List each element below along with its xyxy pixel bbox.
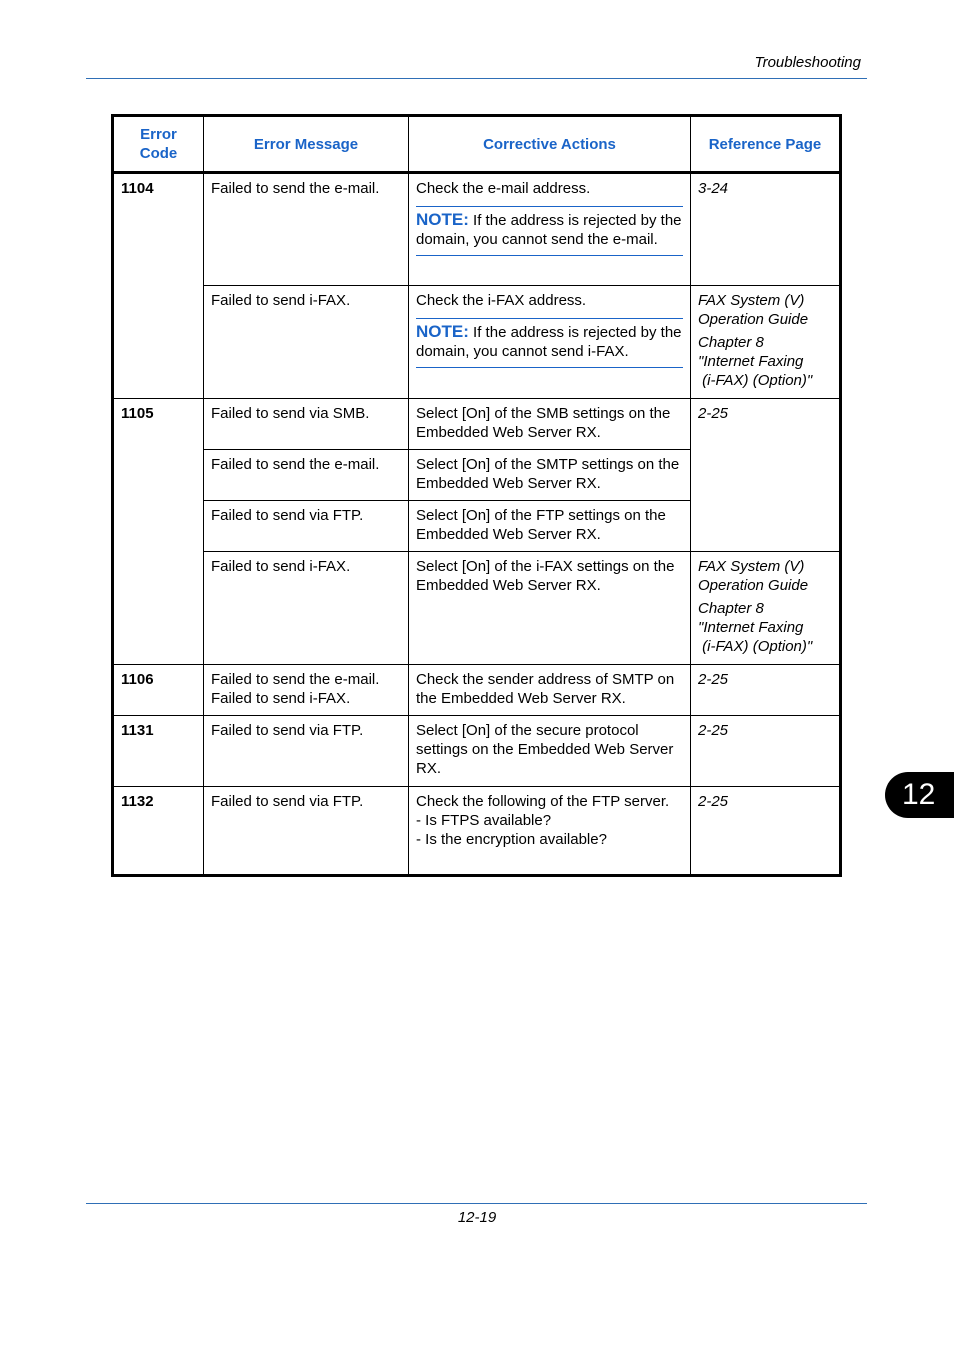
- table-row: [113, 716, 841, 787]
- reference-page: FAX System (V) Operation Guide Chapter 8 "Internet Faxing (i-FAX) (Option)": [691, 552, 841, 665]
- header-rule: [86, 78, 867, 79]
- header-corrective-actions: Corrective Actions: [409, 116, 691, 173]
- error-message: Failed to send i-FAX.: [204, 552, 409, 665]
- corrective-action: Check the i-FAX address. NOTE: If the address is rejected by the domain, you cannot send i-FAX.: [409, 286, 691, 399]
- corrective-action: Check the sender address of SMTP on the Embedded Web Server RX.: [409, 665, 691, 716]
- reference-page: 2-25: [691, 716, 841, 787]
- error-message: Failed to send i-FAX.: [204, 286, 409, 399]
- error-code: 1105: [113, 399, 204, 665]
- reference-page: 2-25: [691, 665, 841, 716]
- corrective-action: Select [On] of the secure protocol settings on the Embedded Web Server RX.: [409, 716, 691, 787]
- note-text: If the address is rejected by the domain, you cannot send the e-mail.: [416, 212, 682, 248]
- table-header-row: [113, 116, 841, 173]
- table-row: [113, 286, 841, 399]
- note-label: NOTE:: [416, 210, 469, 229]
- error-message: Failed to send via FTP.: [204, 787, 409, 876]
- error-message: Failed to send the e-mail. Failed to send i-FAX.: [204, 665, 409, 716]
- error-code-table: [111, 114, 842, 877]
- note-box: [416, 318, 683, 368]
- error-code: 1132: [113, 787, 204, 876]
- reference-page: 2-25: [691, 399, 841, 552]
- note-label: NOTE:: [416, 322, 469, 341]
- reference-page: 2-25: [691, 787, 841, 876]
- table-row: [113, 787, 841, 876]
- error-message: Failed to send the e-mail.: [204, 173, 409, 286]
- corrective-action: Select [On] of the SMTP settings on the Embedded Web Server RX.: [409, 450, 691, 501]
- reference-page: FAX System (V) Operation Guide Chapter 8 "Internet Faxing (i-FAX) (Option)": [691, 286, 841, 399]
- error-message: Failed to send via SMB.: [204, 399, 409, 450]
- table-row: [113, 399, 841, 450]
- reference-page: 3-24: [691, 173, 841, 286]
- table-row: [113, 552, 841, 665]
- corrective-action: Check the e-mail address. NOTE: If the address is rejected by the domain, you cannot send the e-mail.: [409, 173, 691, 286]
- table-row: [113, 173, 841, 286]
- error-code: 1106: [113, 665, 204, 716]
- error-code: 1104: [113, 173, 204, 399]
- error-code: 1131: [113, 716, 204, 787]
- footer-rule: [86, 1203, 867, 1204]
- chapter-tab: 12: [885, 772, 954, 818]
- running-header: Troubleshooting: [754, 54, 861, 71]
- corrective-action: Select [On] of the i-FAX settings on the Embedded Web Server RX.: [409, 552, 691, 665]
- error-message: Failed to send via FTP.: [204, 501, 409, 552]
- corrective-action: Select [On] of the FTP settings on the Embedded Web Server RX.: [409, 501, 691, 552]
- table-row: [113, 665, 841, 716]
- error-message: Failed to send the e-mail.: [204, 450, 409, 501]
- header-reference-page: Reference Page: [691, 116, 841, 173]
- error-message: Failed to send via FTP.: [204, 716, 409, 787]
- header-error-code: Error Code: [113, 116, 204, 173]
- corrective-action: Check the following of the FTP server. - Is FTPS available? - Is the encryption available?: [409, 787, 691, 876]
- page-number: 12-19: [457, 1209, 497, 1226]
- corrective-action: Select [On] of the SMB settings on the Embedded Web Server RX.: [409, 399, 691, 450]
- note-text: If the address is rejected by the domain, you cannot send i-FAX.: [416, 324, 682, 360]
- header-error-message: Error Message: [204, 116, 409, 173]
- note-box: [416, 206, 683, 256]
